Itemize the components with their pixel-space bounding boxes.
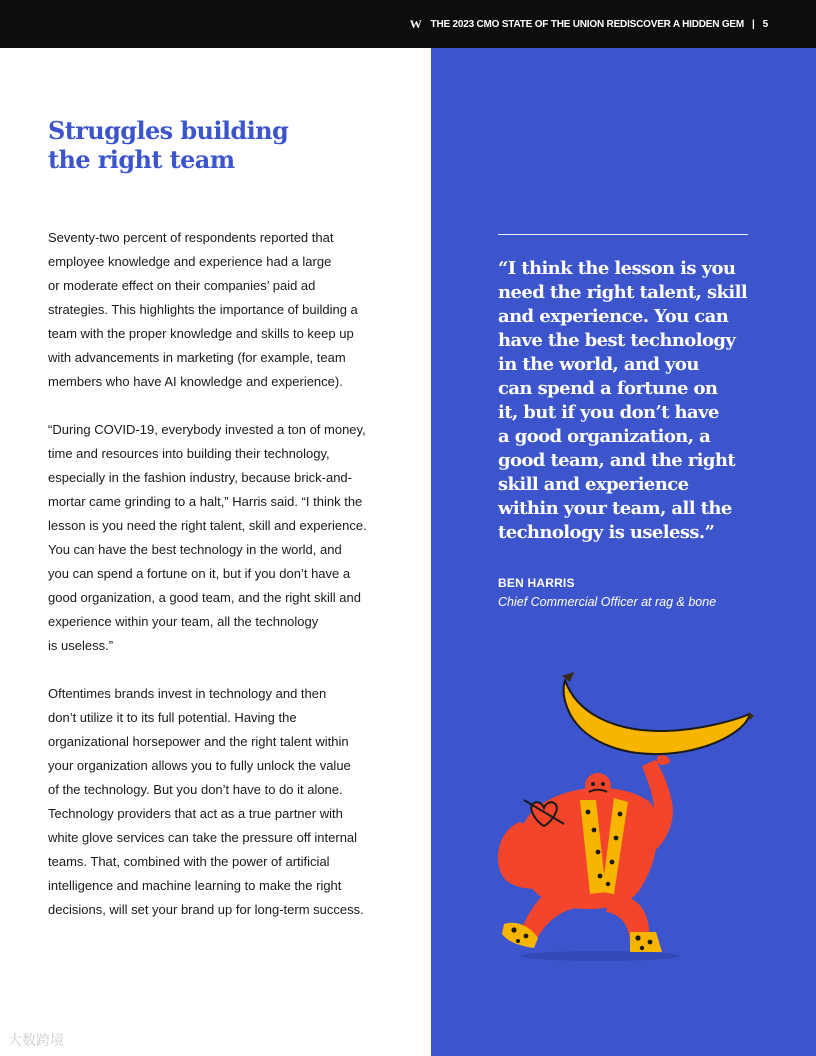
text-line: of the technology. But you don’t have to do it alone. (48, 782, 343, 797)
quote-line: technology is useless.” (498, 522, 715, 543)
text-line: is useless.” (48, 638, 114, 653)
text-line: your organization allows you to fully unlock the value (48, 758, 351, 773)
quote-line: need the right talent, skill (498, 282, 748, 303)
text-line: decisions, will set your brand up for long-term success. (48, 902, 364, 917)
text-line: good organization, a good team, and the right skill and (48, 590, 361, 605)
publication-title: THE 2023 CMO STATE OF THE UNION REDISCOVER A HIDDEN GEM (430, 19, 745, 30)
quote-line: within your team, all the (498, 498, 732, 519)
quote-author-title: Chief Commercial Officer at rag & bone (498, 595, 717, 609)
text-line: Technology providers that act as a true partner with (48, 806, 343, 821)
text-line: “During COVID-19, everybody invested a ton of money, (48, 422, 366, 437)
quote-line: it, but if you don’t have (498, 402, 719, 423)
text-line: or moderate effect on their companies’ paid ad (48, 278, 316, 293)
quote-line: skill and experience (498, 474, 689, 495)
text-line: time and resources into building their technology, (48, 446, 330, 461)
text-line: experience within your team, all the technology (48, 614, 319, 629)
pull-quote (498, 257, 747, 545)
quote-line: and experience. You can (498, 306, 729, 327)
quote-line: “I think the lesson is you (498, 258, 736, 279)
text-line: Oftentimes brands invest in technology and then (48, 686, 327, 701)
text-line: white glove services can take the pressure off internal (48, 830, 358, 845)
text-line: especially in the fashion industry, because brick-and- (48, 470, 352, 485)
text-line: team with the proper knowledge and skills to keep up (48, 326, 354, 341)
section-heading (48, 116, 288, 174)
text-line: strategies. This highlights the importance of building a (48, 302, 358, 317)
watermark: 大数跨境 (8, 1032, 64, 1048)
text-line: teams. That, combined with the power of artificial (48, 854, 330, 869)
text-line: mortar came grinding to a halt,” Harris said. “I think the (48, 494, 363, 509)
text-line: you can spend a fortune on it, but if you don’t have a (48, 566, 351, 581)
section-heading-line: Struggles building (48, 116, 289, 145)
quote-line: can spend a fortune on (498, 378, 718, 399)
header-separator: | (752, 19, 755, 30)
text-line: organizational horsepower and the right talent within (48, 734, 349, 749)
text-line: lesson is you need the right talent, skill and experience. (48, 518, 367, 533)
body-paragraph (48, 682, 388, 922)
top-bar (0, 0, 816, 48)
page-number: 5 (762, 19, 768, 30)
section-heading-line: the right team (48, 145, 235, 174)
body-paragraph (48, 226, 388, 394)
quote-divider (498, 234, 748, 235)
text-line: don’t utilize it to its full potential. Having the (48, 710, 297, 725)
text-line: Seventy-two percent of respondents reported that (48, 230, 334, 245)
text-line: members who have AI knowledge and experience). (48, 374, 343, 389)
header-title-row (410, 17, 768, 32)
quote-author-name: BEN HARRIS (498, 576, 575, 590)
text-line: with advancements in marketing (for example, team (48, 350, 346, 365)
w-logo-icon: W (409, 17, 422, 31)
body-paragraph (48, 418, 388, 658)
text-line: intelligence and machine learning to make the right (48, 878, 342, 893)
text-line: employee knowledge and experience had a large (48, 254, 332, 269)
quote-line: good team, and the right (498, 450, 736, 471)
strongman-banana-illustration-icon (490, 662, 760, 972)
quote-line: have the best technology (498, 330, 736, 351)
quote-line: a good organization, a (498, 426, 711, 447)
body-text (48, 226, 388, 922)
quote-line: in the world, and you (498, 354, 699, 375)
text-line: You can have the best technology in the world, and (48, 542, 342, 557)
